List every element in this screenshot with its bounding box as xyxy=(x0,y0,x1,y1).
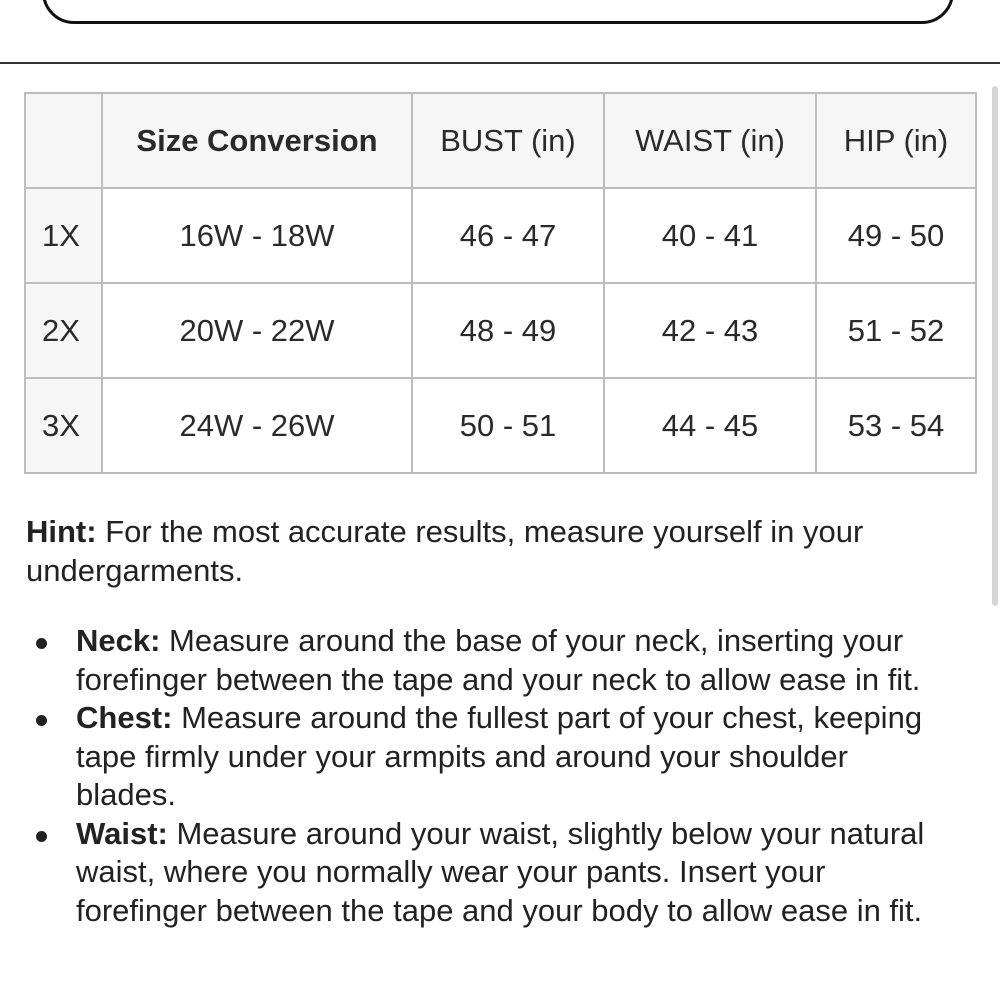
row-bust: 46 - 47 xyxy=(412,188,604,283)
header-blank xyxy=(25,93,102,188)
size-chart-table xyxy=(24,92,977,474)
header-bust: BUST (in) xyxy=(412,93,604,188)
row-waist: 40 - 41 xyxy=(604,188,816,283)
table-row xyxy=(25,188,976,283)
table-header-row xyxy=(25,93,976,188)
tip-text: Measure around your waist, slightly below your natural waist, where you normally wear your pants. Insert your forefinger between the tape and your body to allow ease in fit. xyxy=(76,815,925,928)
tip-text: Measure around the base of your neck, inserting your forefinger between the tape and your neck to allow ease in fit. xyxy=(76,623,921,697)
row-conversion: 20W - 22W xyxy=(102,283,412,378)
tip-label: Waist: xyxy=(76,815,168,851)
table-row xyxy=(25,378,976,473)
header-hip: HIP (in) xyxy=(816,93,976,188)
row-hip: 49 - 50 xyxy=(816,188,976,283)
table-row xyxy=(25,283,976,378)
tip-label: Chest: xyxy=(76,700,173,735)
row-conversion: 16W - 18W xyxy=(102,188,412,283)
top-panel xyxy=(42,0,954,24)
scrollbar[interactable] xyxy=(992,86,998,606)
hint-body: For the most accurate results, measure yourself in your undergarments. xyxy=(26,514,864,588)
tip-label: Neck: xyxy=(76,623,161,658)
hint-text xyxy=(26,512,956,590)
measurement-tips-list xyxy=(26,622,926,930)
bullet-icon xyxy=(36,638,47,649)
row-conversion: 24W - 26W xyxy=(102,378,412,473)
header-size-conversion: Size Conversion xyxy=(102,93,412,188)
hint-label: Hint: xyxy=(26,514,97,549)
bullet-icon xyxy=(36,831,47,842)
list-item-waist xyxy=(26,815,926,931)
row-waist: 44 - 45 xyxy=(604,378,816,473)
header-waist: WAIST (in) xyxy=(604,93,816,188)
row-waist: 42 - 43 xyxy=(604,283,816,378)
row-size: 2X xyxy=(25,283,102,378)
tip-text: Measure around the fullest part of your chest, keeping tape firmly under your armpits and around your shoulder blades. xyxy=(76,700,923,812)
list-item-neck xyxy=(26,622,926,699)
row-hip: 53 - 54 xyxy=(816,378,976,473)
divider xyxy=(0,62,1000,64)
row-bust: 50 - 51 xyxy=(412,378,604,473)
row-hip: 51 - 52 xyxy=(816,283,976,378)
row-bust: 48 - 49 xyxy=(412,283,604,378)
list-item-chest xyxy=(26,699,926,815)
row-size: 3X xyxy=(25,378,102,473)
row-size: 1X xyxy=(25,188,102,283)
bullet-icon xyxy=(36,715,47,726)
